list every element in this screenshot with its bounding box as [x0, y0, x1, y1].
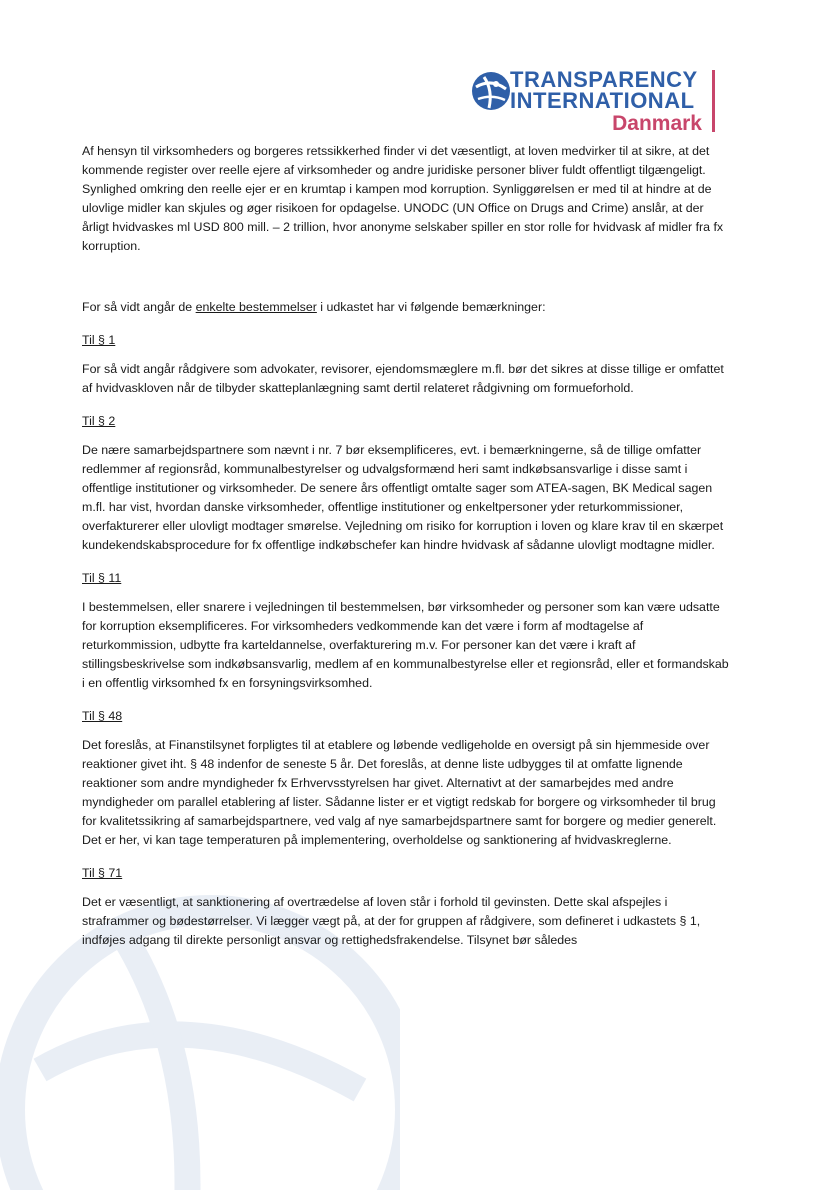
logo-text-danmark: Danmark — [612, 112, 702, 135]
section-heading: Til § 71 — [82, 866, 123, 880]
ti-logo — [470, 66, 720, 136]
section-heading: Til § 11 — [82, 571, 122, 585]
section-48 — [82, 707, 732, 850]
section-text: I bestemmelsen, eller snarere i vejledningen til bestemmelsen, bør virksomheder og personer som kan være udsatte for korruption eksemplificeres. For virksomheders vedkommende kan det være i form af modtagelse af returkommission, udbytte fra karteldannelse, overfakturering m.v. For personer kan det være i kraft af stillingsbeskrivelse som indkøbsansvarlig, medlem af en kommunalbestyrelse eller et regionsråd, eller et formandskab i en offentlig virksomhed fx en forsyningsvirksomhed. — [82, 600, 729, 690]
logo-text-international: INTERNATIONAL — [510, 88, 695, 113]
section-text: For så vidt angår rådgivere som advokater, revisorer, ejendomsmæglere m.fl. bør det sikres at disse tillige er omfattet af hvidvaskloven når de tilbyder skatteplanlægning samt dertil relateret rådgivning om formueforhold. — [82, 362, 724, 395]
section-text: De nære samarbejdspartnere som nævnt i nr. 7 bør eksemplificeres, evt. i bemærkningerne, så de tillige omfatter redlemmer af regionsråd, kommunalbestyrelser og udvalgsformænd heri samt indkøbsansvarlige i disse samt i offentlige institutioner og virksomheder. De senere års offentligt omtalte sager som ATEA-sagen, BK Medical sagen m.fl. har vist, hvordan danske virksomheder, offentlige institutioner og enkeltpersoner yder returkommissioner, overfakturerer eller ulovligt modtager smørelse. Vejledning om risiko for korruption i loven og klare krav til en skærpet kundekendskabsprocedure for fx offentlige indkøbschefer kan hindre hvidvask af sådanne ulovligt modtagne midler. — [82, 443, 724, 552]
globe-icon — [470, 70, 512, 112]
remarks-intro-underlined: enkelte bestemmelser — [195, 300, 317, 314]
logo-divider-bar — [712, 70, 715, 132]
remarks-intro-before: For så vidt angår de — [82, 300, 196, 314]
remarks-intro-after: i udkastet har vi følgende bemærkninger: — [316, 300, 546, 314]
section-text: Det foreslås, at Finanstilsynet forpligtes til at etablere og løbende vedligeholde en oversigt på sin hjemmeside over reaktioner givet iht. § 48 indenfor de seneste 5 år. Det foreslås, at denne liste udbygges til at omfatte lignende reaktioner som andre myndigheder fx Erhvervsstyrelsen har givet. Alternativt at der samarbejdes med andre myndigheder om parallel etablering af lister. Sådanne lister er et vigtigt redskab for borgere og virksomheder til brug for kvalitetssikring af samarbejdspartnere, ved valg af nye samarbejdspartnere samt for borgere og medier generelt. Det er her, vi kan tage temperaturen på implementering, overholdelse og sanktionering af hvidvaskreglerne. — [82, 738, 717, 847]
letter-body — [82, 142, 732, 964]
remarks-intro — [82, 298, 732, 317]
section-2 — [82, 412, 732, 555]
section-11 — [82, 569, 732, 693]
section-text: Det er væsentligt, at sanktionering af overtrædelse af loven står i forhold til gevinsten. Dette skal afspejles i straframmer og bødestørrelser. Vi lægger vægt på, at der for gruppen af rådgivere, som defineret i udkastets § 1, indføjes adgang til direkte personligt ansvar og rettighedsfrakendelse. Tilsynet bør således — [82, 895, 701, 947]
logo-text-transparency: TRANSPARENCY — [510, 67, 698, 92]
section-71 — [82, 864, 732, 950]
section-heading: Til § 2 — [82, 414, 116, 428]
section-heading: Til § 48 — [82, 709, 123, 723]
intro-paragraph: Af hensyn til virksomheders og borgeres retssikkerhed finder vi det væsentligt, at loven medvirker til at sikre, at det kommende register over reelle ejere af virksomheder og andre juridiske personer bliver fuldt offentligt tilgængeligt. Synlighed omkring den reelle ejer er en krumtap i kampen mod korruption. Synliggørelsen er med til at hindre at de ulovlige midler kan skjules og øger risikoen for opdagelse. UNODC (UN Office on Drugs and Crime) anslår, at der årligt hvidvaskes ml USD 800 mill. – 2 trillion, hvor anonyme selskaber spiller en stor rolle for hvidvask af midler fra fx korruption. — [82, 144, 724, 253]
section-1 — [82, 331, 732, 398]
section-heading: Til § 1 — [82, 333, 116, 347]
